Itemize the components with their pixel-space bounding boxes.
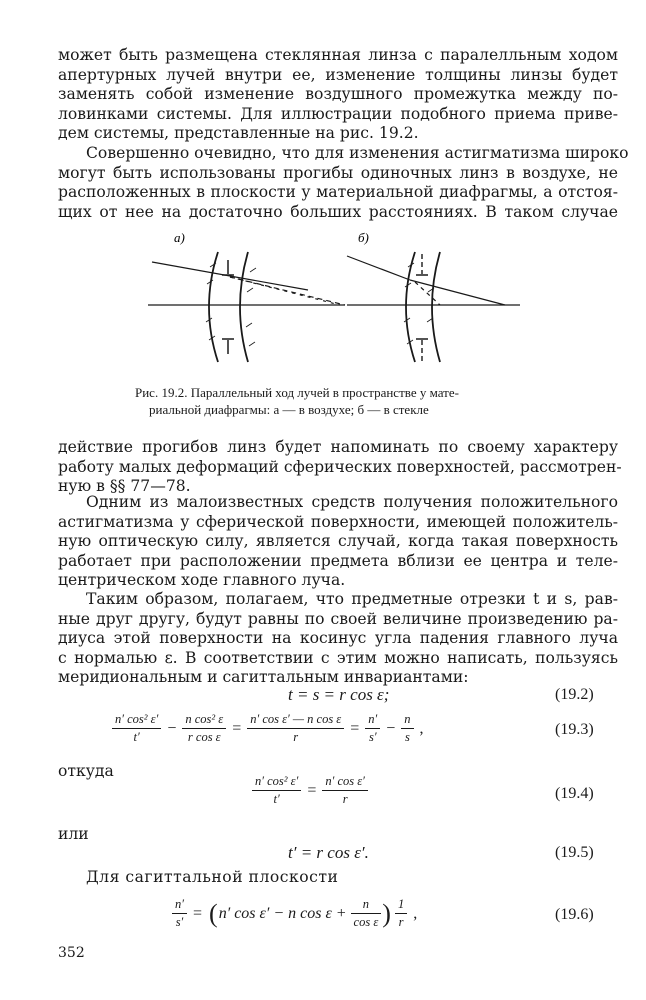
text-line: расположенных в плоскости у материальной диафрагмы, а отстоя- bbox=[58, 183, 618, 201]
equation-number: (19.2) bbox=[555, 686, 594, 703]
text-line: ные друг другу, будут равны по своей величине произведению ра- bbox=[58, 609, 618, 628]
text-line: может быть размещена стеклянная линза с паралелльным ходом bbox=[58, 46, 618, 64]
text-line: астигматизма у сферической поверхности, имеющей положитель- bbox=[58, 512, 618, 531]
fraction: $\frac{1}{r}$ bbox=[395, 897, 407, 930]
text-line: апертурных лучей внутри ее, изменение толщины линзы будет bbox=[58, 65, 618, 84]
figure-label-b: б) bbox=[358, 230, 369, 245]
text-line: ловинками системы. Для иллюстрации подобного приема приве- bbox=[58, 104, 618, 123]
text-line: дем системы, представленные на рис. 19.2. bbox=[58, 124, 419, 142]
text-line: могут быть использованы прогибы одиночных линз в воздухе, не bbox=[58, 163, 618, 182]
sagittal-heading: Для сагиттальной плоскости bbox=[86, 868, 339, 886]
text-line: Одним из малоизвестных средств получения положительного bbox=[86, 493, 618, 511]
text-line: работает при расположении предмета вблизи ее центра и теле- bbox=[58, 551, 618, 570]
fraction: $\frac{n}{s}$ bbox=[401, 712, 413, 745]
equation-number: (19.6) bbox=[555, 906, 594, 923]
text-line: ную в §§ 77—78. bbox=[58, 477, 191, 495]
incoming-ray-b bbox=[347, 256, 410, 280]
equation-19-5: t′ = r cos ε′. bbox=[288, 843, 369, 862]
equation-19-6: $\frac{n'}{s'}$ = (n′ cos ε′ − n cos ε + $\frac{n}{\text{cos ε}}$ ) $\frac{1}{r}$ , bbox=[172, 897, 423, 930]
word-ili: или bbox=[58, 825, 89, 843]
dashed-ray-b bbox=[415, 282, 440, 305]
chief-ray-a bbox=[152, 262, 308, 290]
fraction: $\frac{n}{\text{cos ε}}$ bbox=[351, 897, 382, 930]
figure-19-2 bbox=[140, 222, 530, 376]
text-line: щих от нее на достаточно больших расстояниях. В таком случае bbox=[58, 202, 618, 221]
lens-surface-a2 bbox=[240, 252, 248, 362]
text-line: с нормалью ε. В соответствии с этим можно написать, пользуясь bbox=[58, 648, 618, 667]
equation-number: (19.3) bbox=[555, 721, 594, 738]
equation-number: (19.5) bbox=[555, 844, 594, 861]
optical-diagram bbox=[140, 222, 530, 372]
text-line: Совершенно очевидно, что для изменения астигматизма широко bbox=[86, 144, 629, 162]
page-number: 352 bbox=[58, 945, 85, 961]
figure-label-a: а) bbox=[174, 230, 185, 245]
lens-surface-b1 bbox=[406, 252, 415, 362]
equation-19-3: $\frac{\text{n′ cos² ε′}}{t'}$ − $\frac{\text{n cos² ε}}{\text{r cos ε}}$ = $\frac{\text{n′ cos ε′ — n cos ε}}{r}$ = $\frac{n'}{s'}$ − $\frac{n}{s}$ , bbox=[112, 712, 430, 745]
equation-19-4: $\frac{\text{n′ cos² ε′}}{t'}$ = $\frac{\text{n′ cos ε′}}{r}$ bbox=[252, 774, 368, 807]
word-otkuda: откуда bbox=[58, 762, 114, 780]
text-line: центрическом ходе главного луча. bbox=[58, 571, 346, 589]
text-line: заменять собой изменение воздушного промежутка между по- bbox=[58, 85, 618, 103]
text-line: работу малых деформаций сферических поверхностей, рассмотрен- bbox=[58, 457, 622, 476]
text-line: диуса этой поверхности на косинус угла падения главного луча bbox=[58, 629, 618, 647]
fraction: $\frac{\text{n′ cos² ε′}}{t'}$ bbox=[112, 712, 161, 745]
fraction: $\frac{n'}{s'}$ bbox=[365, 712, 380, 745]
text-line: меридиональным и сагиттальным инвариантами: bbox=[58, 668, 469, 686]
equation-19-2: t = s = r cos ε; bbox=[288, 685, 390, 704]
fraction: $\frac{\text{n cos² ε}}{\text{r cos ε}}$ bbox=[182, 712, 226, 745]
fraction: $\frac{n'}{s'}$ bbox=[172, 897, 187, 930]
lens-surface-a1 bbox=[209, 252, 218, 362]
paragraph-5 bbox=[58, 590, 618, 688]
text-line: Таким образом, полагаем, что предметные отрезки t и s, рав- bbox=[86, 590, 618, 608]
figure-caption bbox=[135, 384, 535, 418]
fraction: $\frac{\text{n′ cos ε′ — n cos ε}}{r}$ bbox=[247, 712, 344, 745]
caption-line: Рис. 19.2. Параллельный ход лучей в пространстве у мате- bbox=[135, 385, 459, 400]
paragraph-2 bbox=[58, 144, 629, 222]
lens-surface-b2 bbox=[432, 252, 440, 362]
caption-line: риальной диафрагмы: а — в воздухе; б — в стекле bbox=[149, 402, 429, 417]
text-line: ную оптическую силу, является случай, когда такая поверхность bbox=[58, 532, 618, 550]
fraction: $\frac{\text{n′ cos ε′}}{r}$ bbox=[322, 774, 368, 807]
equation-number: (19.4) bbox=[555, 785, 594, 802]
paragraph-1 bbox=[58, 46, 618, 144]
chief-ray-b bbox=[410, 280, 505, 305]
text-line: действие прогибов линз будет напоминать по своему характеру bbox=[58, 438, 618, 456]
fraction: $\frac{\text{n′ cos² ε′}}{t'}$ bbox=[252, 774, 301, 807]
dashed-ray-a2 bbox=[230, 277, 340, 305]
paragraph-3 bbox=[58, 438, 622, 497]
paragraph-4 bbox=[58, 493, 618, 591]
